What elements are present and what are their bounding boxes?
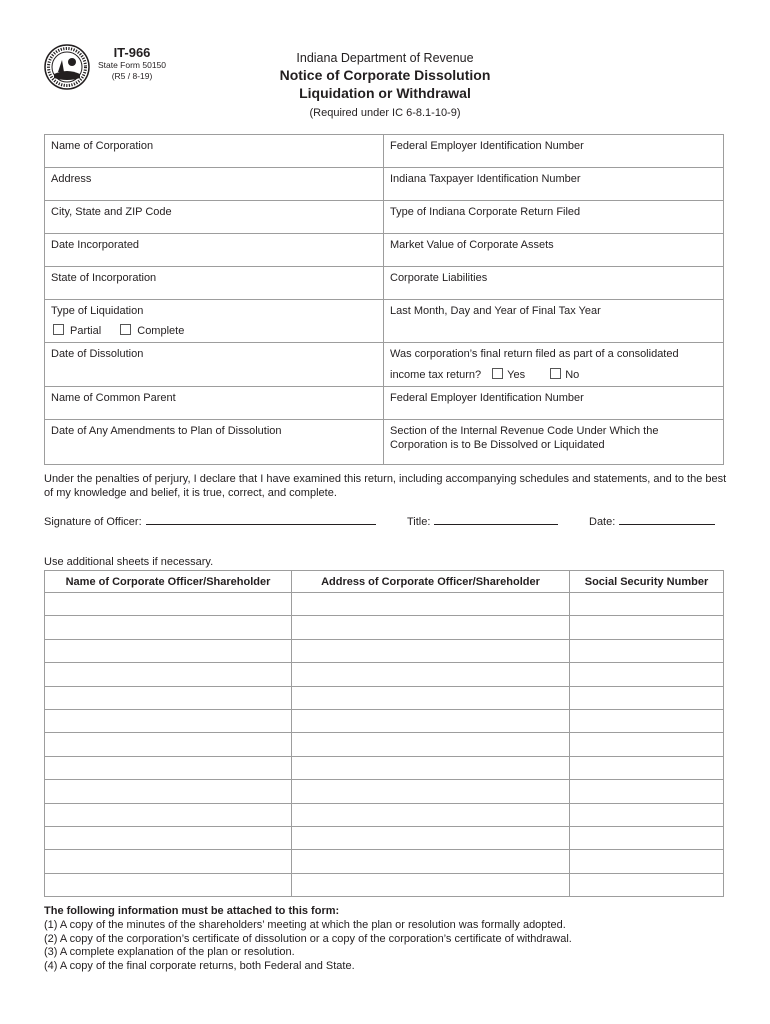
address-field[interactable] — [45, 168, 384, 201]
statute-requirement: (Required under IC 6-8.1-10-9) — [309, 107, 461, 119]
corporation-info-table — [44, 134, 724, 465]
title-line[interactable] — [434, 514, 558, 525]
date-incorporated-label: Date Incorporated — [51, 239, 140, 251]
parent-fein-label: Federal Employer Identification Number — [390, 392, 584, 404]
officer-name-cell[interactable] — [45, 733, 292, 756]
date-label: Date: — [589, 516, 616, 528]
officer-name-cell[interactable] — [45, 873, 292, 896]
officer-name-cell[interactable] — [45, 709, 292, 732]
ssn-cell[interactable] — [570, 593, 724, 616]
table-row — [45, 593, 724, 616]
officer-signature-label: Signature of Officer: — [44, 516, 142, 528]
indiana-tin-field[interactable] — [384, 168, 724, 201]
table-row — [45, 873, 724, 896]
attachments-section — [44, 905, 572, 974]
officer-address-header: Address of Corporate Officer/Shareholder — [292, 571, 570, 593]
final-tax-year-label: Last Month, Day and Year of Final Tax Year — [390, 305, 601, 317]
liabilities-field[interactable] — [384, 267, 724, 300]
officer-name-cell[interactable] — [45, 850, 292, 873]
consolidated-return-field — [384, 343, 724, 387]
no-label: No — [565, 369, 580, 381]
complete-checkbox[interactable] — [120, 324, 131, 335]
ssn-cell[interactable] — [570, 709, 724, 732]
ssn-cell[interactable] — [570, 663, 724, 686]
officer-address-cell[interactable] — [292, 639, 570, 662]
officer-name-cell[interactable] — [45, 639, 292, 662]
irc-section-label-line2: Corporation is to Be Dissolved or Liquidated — [390, 439, 605, 451]
ssn-cell[interactable] — [570, 850, 724, 873]
ssn-cell[interactable] — [570, 686, 724, 709]
irc-section-field[interactable] — [384, 420, 724, 465]
consolidated-question-line1: Was corporation’s final return filed as part of a consolidated — [390, 348, 679, 360]
form-revision: (R5 / 8-19) — [111, 71, 153, 81]
perjury-declaration: Under the penalties of perjury, I declare that I have examined this return, including accompanying schedules and statements, and to the best of my knowledge and belief, it is true, correct, and complete. — [44, 473, 727, 499]
attachments-heading: The following information must be attached to this form: — [44, 905, 340, 917]
table-row — [45, 616, 724, 639]
common-parent-field[interactable] — [45, 387, 384, 420]
officer-address-cell[interactable] — [292, 826, 570, 849]
date-line[interactable] — [619, 514, 715, 525]
yes-label: Yes — [507, 369, 526, 381]
return-type-label: Type of Indiana Corporate Return Filed — [390, 206, 581, 218]
amendments-label: Date of Any Amendments to Plan of Dissolution — [51, 425, 282, 437]
liabilities-label: Corporate Liabilities — [390, 272, 488, 284]
irc-section-label-line1: Section of the Internal Revenue Code Under Which the — [390, 425, 659, 437]
officer-address-cell[interactable] — [292, 663, 570, 686]
officer-name-cell[interactable] — [45, 686, 292, 709]
ssn-cell[interactable] — [570, 826, 724, 849]
state-incorporation-label: State of Incorporation — [51, 272, 157, 284]
date-field[interactable] — [589, 514, 715, 528]
state-form-number: State Form 50150 — [97, 60, 167, 70]
officer-address-cell[interactable] — [292, 709, 570, 732]
officer-name-cell[interactable] — [45, 756, 292, 779]
address-label: Address — [51, 173, 92, 185]
indiana-tin-label: Indiana Taxpayer Identification Number — [390, 173, 581, 185]
ssn-cell[interactable] — [570, 803, 724, 826]
market-value-label: Market Value of Corporate Assets — [390, 239, 554, 251]
department-name: Indiana Department of Revenue — [296, 51, 474, 65]
state-incorporation-field[interactable] — [45, 267, 384, 300]
fein-label: Federal Employer Identification Number — [390, 140, 584, 152]
table-row — [45, 826, 724, 849]
return-type-field[interactable] — [384, 201, 724, 234]
officers-table — [44, 570, 724, 897]
title-label: Title: — [407, 516, 431, 528]
liquidation-type-field — [45, 300, 384, 343]
city-state-zip-label: City, State and ZIP Code — [51, 206, 172, 218]
officer-signature-field[interactable] — [44, 514, 376, 528]
parent-fein-field[interactable] — [384, 387, 724, 420]
officer-address-cell[interactable] — [292, 733, 570, 756]
officer-address-cell[interactable] — [292, 593, 570, 616]
table-row — [45, 850, 724, 873]
title-field[interactable] — [407, 514, 558, 528]
officer-name-header: Name of Corporate Officer/Shareholder — [45, 571, 292, 593]
form-title-line1: Notice of Corporate Dissolution — [279, 67, 491, 83]
officer-name-cell[interactable] — [45, 593, 292, 616]
officer-address-cell[interactable] — [292, 780, 570, 803]
market-value-field[interactable] — [384, 234, 724, 267]
attachment-item: (3) A complete explanation of the plan or resolution. — [44, 946, 295, 959]
form-id-block — [96, 45, 168, 82]
ssn-cell[interactable] — [570, 780, 724, 803]
final-tax-year-field[interactable] — [384, 300, 724, 343]
additional-sheets-note: Use additional sheets if necessary. — [44, 556, 214, 568]
partial-checkbox[interactable] — [53, 324, 64, 335]
attachment-item: (2) A copy of the corporation’s certificate of dissolution or a copy of the corporation’s certificate of withdrawal. — [44, 932, 572, 945]
date-dissolution-field[interactable] — [45, 343, 384, 387]
form-number: IT-966 — [113, 45, 151, 60]
officer-address-cell[interactable] — [292, 850, 570, 873]
yes-checkbox[interactable] — [492, 368, 503, 379]
officer-address-cell[interactable] — [292, 756, 570, 779]
ssn-cell[interactable] — [570, 733, 724, 756]
date-incorporated-field[interactable] — [45, 234, 384, 267]
officer-name-cell[interactable] — [45, 826, 292, 849]
attachment-item: (4) A copy of the final corporate returns, both Federal and State. — [44, 960, 355, 973]
table-row — [45, 803, 724, 826]
ssn-cell[interactable] — [570, 756, 724, 779]
table-row — [45, 733, 724, 756]
city-state-zip-field[interactable] — [45, 201, 384, 234]
table-row — [45, 756, 724, 779]
officer-address-cell[interactable] — [292, 803, 570, 826]
consolidated-question-line2: income tax return? — [390, 369, 482, 381]
partial-label: Partial — [70, 325, 102, 337]
common-parent-label: Name of Common Parent — [51, 392, 176, 404]
fein-field[interactable] — [384, 135, 724, 168]
officer-address-cell[interactable] — [292, 616, 570, 639]
ssn-cell[interactable] — [570, 616, 724, 639]
no-checkbox[interactable] — [550, 368, 561, 379]
form-header — [220, 50, 550, 119]
officer-address-cell[interactable] — [292, 686, 570, 709]
ssn-header: Social Security Number — [570, 571, 724, 593]
officer-signature-line[interactable] — [146, 514, 376, 525]
officer-name-cell[interactable] — [45, 780, 292, 803]
form-title-line2: Liquidation or Withdrawal — [299, 85, 471, 101]
table-row — [45, 709, 724, 732]
ssn-cell[interactable] — [570, 873, 724, 896]
liquidation-type-label: Type of Liquidation — [51, 305, 144, 317]
officer-name-cell[interactable] — [45, 803, 292, 826]
table-row — [45, 780, 724, 803]
complete-label: Complete — [137, 325, 185, 337]
table-row — [45, 686, 724, 709]
table-row — [45, 639, 724, 662]
corp-name-field[interactable] — [45, 135, 384, 168]
ssn-cell[interactable] — [570, 639, 724, 662]
corp-name-label: Name of Corporation — [51, 140, 154, 152]
indiana-state-seal-icon — [44, 44, 90, 90]
officer-name-cell[interactable] — [45, 616, 292, 639]
attachment-item: (1) A copy of the minutes of the shareholders’ meeting at which the plan or resolution was formally adopted. — [44, 918, 566, 931]
table-row — [45, 663, 724, 686]
officer-name-cell[interactable] — [45, 663, 292, 686]
date-dissolution-label: Date of Dissolution — [51, 348, 144, 360]
officer-address-cell[interactable] — [292, 873, 570, 896]
amendments-field[interactable] — [45, 420, 384, 465]
